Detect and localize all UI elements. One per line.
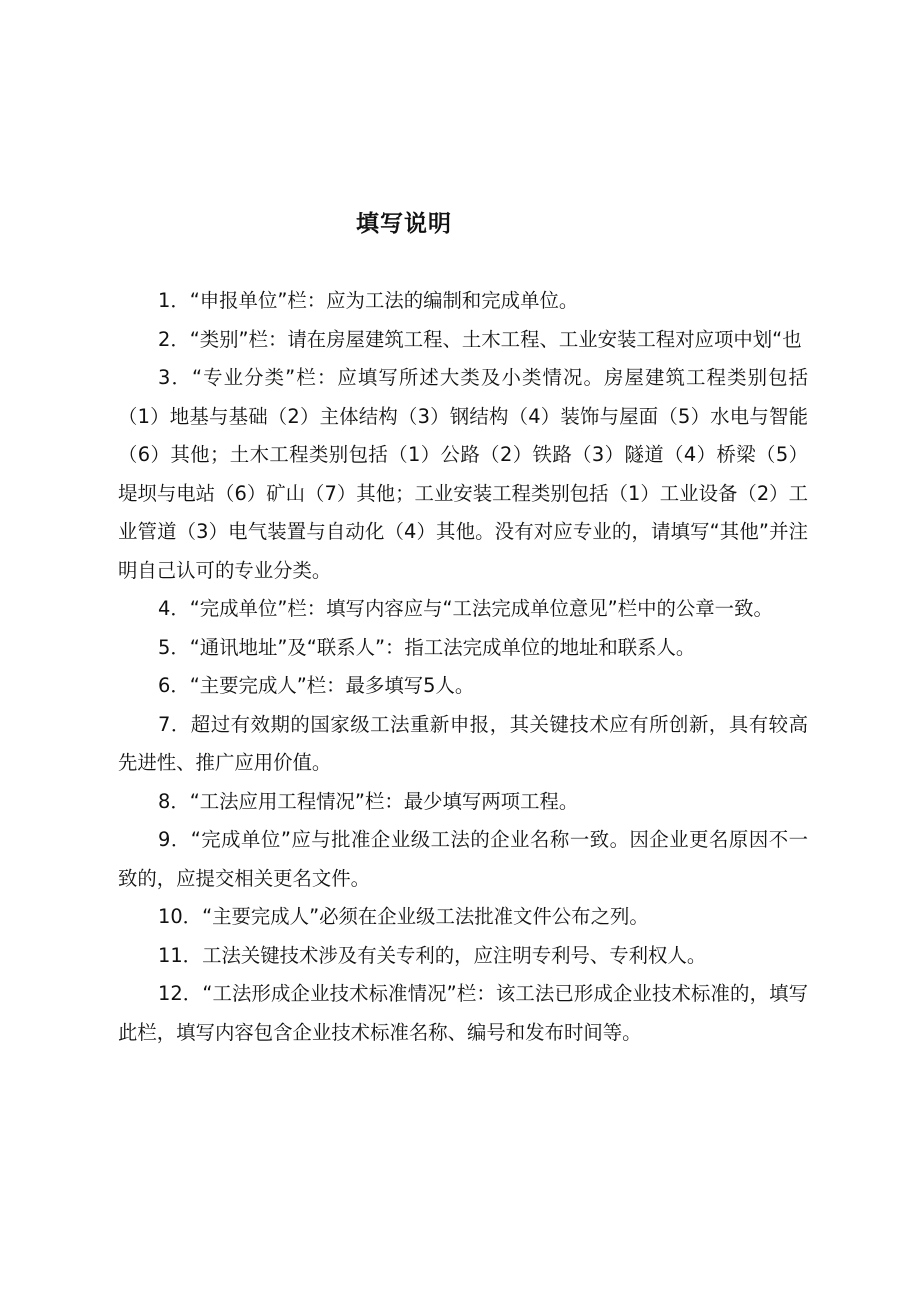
instruction-item-4: 4．“完成单位”栏：填写内容应与“工法完成单位意见”栏中的公章一致。	[158, 597, 773, 620]
instruction-item-9: 9．“完成单位”应与批准企业级工法的企业名称一致。因企业更名原因不一致的，应提交相关更名文件。	[118, 828, 808, 890]
instruction-item-6: 6．“主要完成人”栏：最多填写5人。	[158, 674, 475, 697]
instruction-item-8: 8．“工法应用工程情况”栏：最少填写两项工程。	[158, 789, 579, 813]
instruction-item-12: 12．“工法形成企业技术标准情况”栏：该工法已形成企业技术标准的，填写此栏，填写内容包含企业技术标准名称、编号和发布时间等。	[118, 982, 808, 1044]
instructions-list	[118, 282, 808, 1052]
page-title: 填写说明	[356, 211, 452, 237]
instruction-item-2: 2．“类别”栏：请在房屋建筑工程、土木工程、工业安装工程对应项中划“也	[158, 327, 802, 351]
instruction-item-7: 7．超过有效期的国家级工法重新申报，其关键技术应有所创新，具有较高先进性、推广应用价值。	[118, 712, 808, 774]
instruction-item-11: 11．工法关键技术涉及有关专利的，应注明专利号、专利权人。	[158, 943, 707, 967]
instruction-item-10: 10．“主要完成人”必须在企业级工法批准文件公布之列。	[158, 905, 649, 928]
instruction-item-3: 3．“专业分类”栏：应填写所述大类及小类情况。房屋建筑工程类别包括（1）地基与基础（2）主体结构（3）钢结构（4）装饰与屋面（5）水电与智能（6）其他；土木工程类别包括（1）公路（2）铁路（3）隧道（4）桥梁（5）堤坝与电站（6）矿山（7）其他；工业安装工程类别包括（1）工业设备（2）工业管道（3）电气装置与自动化（4）其他。没有对应专业的，请填写“其他”并注明自己认可的专业分类。	[118, 366, 808, 582]
instruction-item-1: 1．“申报单位”栏：应为工法的编制和完成单位。	[158, 289, 579, 312]
instruction-item-5: 5．“通讯地址”及“联系人”：指工法完成单位的地址和联系人。	[158, 635, 696, 659]
